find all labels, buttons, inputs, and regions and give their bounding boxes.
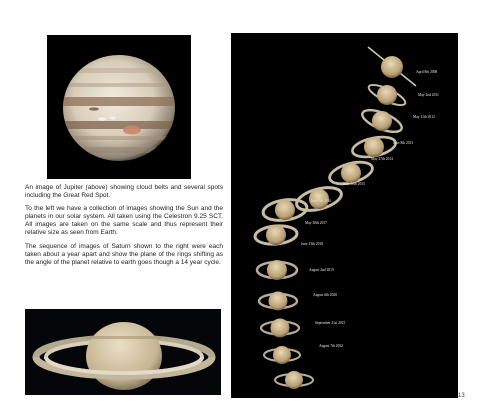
jupiter-caption: An image of Jupiter (above) showing cloud belts and several spots including the Great Red Spot.: [25, 184, 223, 200]
saturn-2019: [259, 292, 297, 311]
date-label-2019: August 2nd 2019: [309, 268, 334, 272]
saturn-2017: [254, 224, 297, 246]
page-number: 13: [458, 393, 465, 399]
date-label-2022: August 7th 2022: [319, 344, 343, 348]
date-label-2011: May 2nd 2011: [418, 93, 439, 97]
saturn-2012: [360, 106, 405, 137]
saturn-sequence-panel: [231, 33, 458, 398]
saturn-2022: [275, 371, 313, 389]
saturn-2020: [261, 319, 299, 338]
date-label-2013: June 8th 2013: [393, 141, 414, 145]
date-label-2014: May 27th 2014: [371, 157, 393, 161]
date-label-2015: June 16th 2015: [343, 182, 365, 186]
date-label-2021: September 21st 2021: [315, 321, 346, 325]
date-label-2012: May 11th 2012: [413, 115, 435, 119]
saturn-2011: [366, 81, 407, 109]
date-label-2017: May 30th 2017: [305, 221, 327, 225]
date-label-2016: June 5th 2016: [311, 199, 332, 203]
date-label-2008: April 8th 2008: [416, 70, 438, 74]
saturn-2008: [368, 47, 416, 86]
jupiter-image: [47, 35, 191, 179]
planets-paragraph: To the left we have a collection of images showing the Sun and the planets in our solar system. All taken using the Celestron 9.25 SCT. All images are taken on the same scale and thus represent their relative size as seen from Earth.: [25, 205, 223, 237]
date-label-2020: August 6th 2020: [313, 293, 337, 297]
saturn-sequence-paragraph: The sequence of images of Saturn shown to the right were each taken about a year apart and show the plane of the rings shifting as the angle of the planet relative to earth goes though a 14 year cycle.: [25, 242, 223, 266]
saturn-2021: [264, 346, 300, 364]
body-text: [25, 184, 223, 272]
saturn-image: [25, 309, 221, 395]
date-label-2018: June 13th 2018: [301, 242, 323, 246]
saturn-2018: [257, 260, 297, 280]
